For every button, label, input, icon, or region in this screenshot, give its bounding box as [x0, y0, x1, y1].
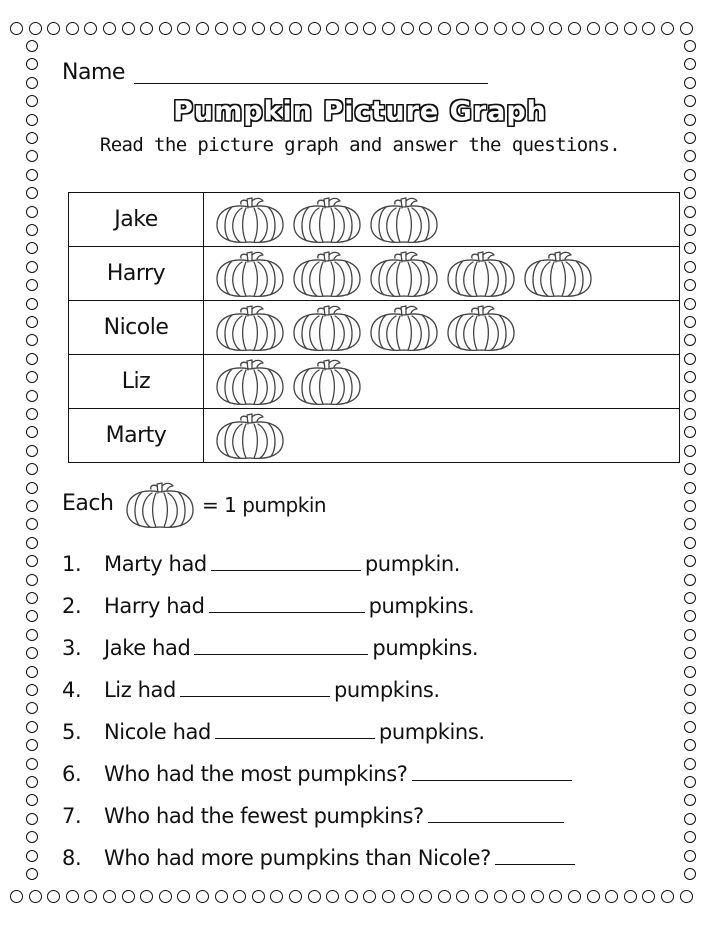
question-text: Who had the fewest pumpkins? — [104, 804, 424, 828]
instructions: Read the picture graph and answer the questions. — [99, 134, 621, 156]
question-text: Who had the most pumpkins? — [104, 762, 408, 786]
pumpkin-icon — [522, 249, 594, 299]
row-name: Jake — [69, 193, 204, 247]
pumpkin-icon — [214, 195, 286, 245]
pumpkin-icon — [214, 303, 286, 353]
key-value: = 1 pumpkin — [202, 493, 327, 517]
row-pumpkins — [204, 301, 680, 355]
graph-row-marty — [69, 409, 680, 463]
row-name: Nicole — [69, 301, 204, 355]
question-number: 3. — [62, 636, 82, 660]
pumpkin-icon — [214, 357, 286, 407]
row-name: Marty — [69, 409, 204, 463]
row-pumpkins — [204, 193, 680, 247]
row-name: Liz — [69, 355, 204, 409]
pumpkin-icon — [291, 195, 363, 245]
question-number: 2. — [62, 594, 82, 618]
answer-blank[interactable] — [412, 762, 572, 781]
pumpkin-icon — [291, 303, 363, 353]
answer-blank[interactable] — [428, 804, 564, 823]
key-label: Each — [62, 491, 114, 516]
answer-blank[interactable] — [194, 636, 368, 655]
question-suffix: pumpkins. — [333, 678, 440, 702]
question-number: 5. — [62, 720, 82, 744]
question-number: 1. — [62, 552, 82, 576]
page-title: Pumpkin Picture Graph — [173, 96, 547, 127]
pumpkin-icon — [214, 411, 286, 461]
answer-blank[interactable] — [180, 678, 330, 697]
graph-row-nicole — [69, 301, 680, 355]
name-field[interactable] — [134, 83, 488, 84]
question-suffix: pumpkins. — [368, 594, 475, 618]
row-pumpkins — [204, 247, 680, 301]
name-label: Name — [62, 60, 125, 85]
graph-row-jake — [69, 193, 680, 247]
question-suffix: pumpkins. — [372, 636, 479, 660]
pumpkin-icon — [445, 249, 517, 299]
row-pumpkins — [204, 409, 680, 463]
pumpkin-icon — [368, 303, 440, 353]
pumpkin-icon — [445, 303, 517, 353]
answer-blank[interactable] — [215, 720, 375, 739]
graph-row-harry — [69, 247, 680, 301]
question-number: 6. — [62, 762, 82, 786]
pumpkin-icon — [214, 249, 286, 299]
pumpkin-icon — [368, 195, 440, 245]
question-number: 7. — [62, 804, 82, 828]
question-suffix: pumpkins. — [378, 720, 485, 744]
answer-blank[interactable] — [211, 552, 361, 571]
question-suffix: pumpkin. — [364, 552, 461, 576]
question-number: 4. — [62, 678, 82, 702]
question-number: 8. — [62, 846, 82, 870]
pumpkin-icon — [291, 357, 363, 407]
picture-graph — [68, 192, 680, 463]
answer-blank[interactable] — [495, 846, 575, 865]
question-text: Jake had — [104, 636, 191, 660]
pumpkin-icon — [124, 480, 196, 530]
question-text: Who had more pumpkins than Nicole? — [104, 846, 491, 870]
pumpkin-icon — [368, 249, 440, 299]
question-text: Marty had — [104, 552, 207, 576]
question-text: Nicole had — [104, 720, 211, 744]
question-text: Liz had — [104, 678, 176, 702]
question-text: Harry had — [104, 594, 205, 618]
graph-row-liz — [69, 355, 680, 409]
answer-blank[interactable] — [209, 594, 365, 613]
row-pumpkins — [204, 355, 680, 409]
row-name: Harry — [69, 247, 204, 301]
pumpkin-icon — [291, 249, 363, 299]
